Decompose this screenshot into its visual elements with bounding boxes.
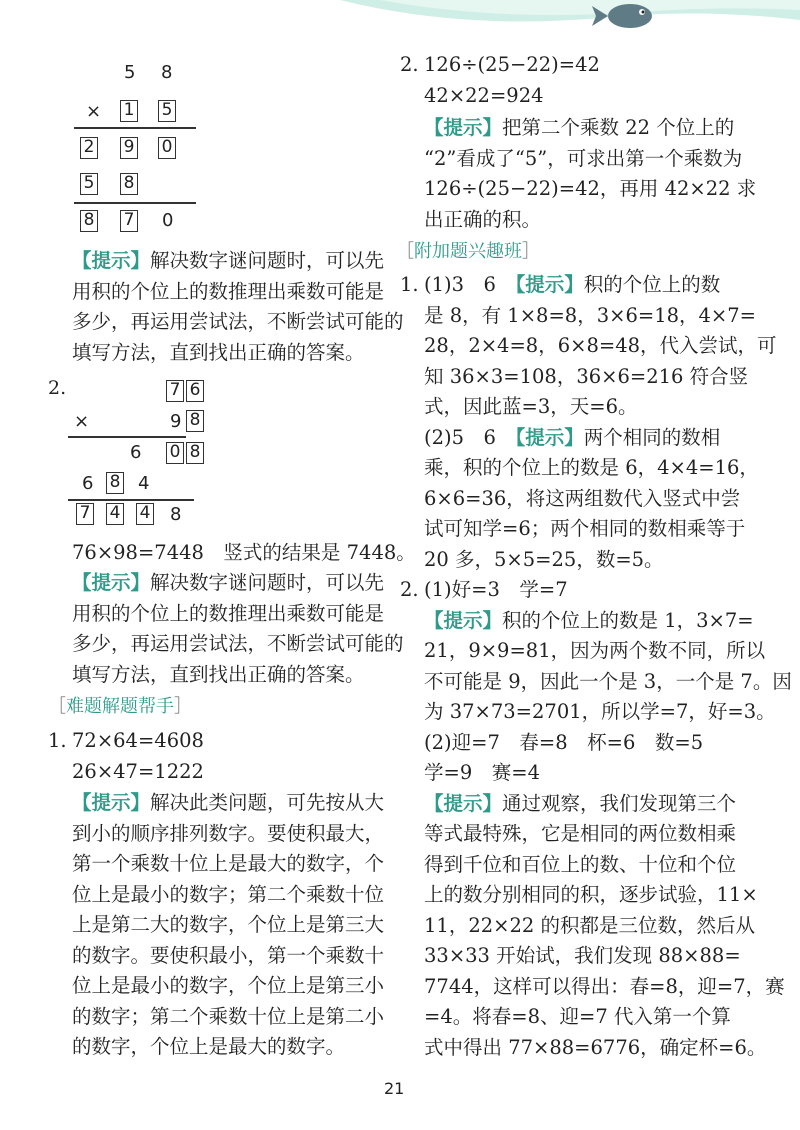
section-title: 附加题兴趣班 [414, 241, 522, 262]
section-title: 难题解题帮手 [66, 696, 174, 717]
tip-text: 填写方法，直到找出正确的答案。 [72, 662, 365, 686]
tip-text: 28，2×4=8，6×8=48，代入尝试，可 [424, 334, 777, 357]
tip-text: 乘，积的个位上的数是 6，4×4=16， [424, 456, 759, 479]
tip-text: 解决此类问题，可先按从大 [150, 791, 385, 814]
answer-box: 1 [120, 100, 138, 122]
tip-text: 用积的个位上的数推理出乘数可能是 [72, 279, 385, 303]
item-number: 1. [400, 273, 419, 296]
calc-digit: 8 [170, 504, 182, 525]
answer-box: 8 [120, 173, 138, 195]
answer-box: 7 [166, 380, 184, 402]
answer-box: 9 [120, 137, 138, 159]
calc-digit: 0 [162, 210, 174, 231]
tip-text: “2”看成了“5”，可求出第一个乘数为 [424, 146, 743, 170]
answer-box: 0 [158, 137, 176, 159]
tip-text: 位上是最小的数字，个位上是第三小 [72, 974, 385, 997]
tip-text: 11，22×22 的积都是三位数，然后从 [424, 913, 755, 937]
answer-box: 6 [186, 380, 204, 402]
times-sign: × [86, 101, 102, 122]
tip-text: 21，9×9=81，因为两个数不同，所以 [424, 639, 766, 662]
tip-text: 7744，这样可以得出：春=8，迎=7，赛 [424, 974, 785, 998]
section-heading: ［难题解题帮手］ [48, 696, 192, 717]
answer-box: 0 [166, 442, 184, 464]
tip-text: 通过观察，我们发现第三个 [502, 791, 737, 815]
tip-text: 不可能是 9，因此一个是 3，一个是 7。因 [424, 669, 792, 693]
answer-line: (1)3 6 [424, 273, 516, 296]
answer-line: 学=9 赛=4 [424, 761, 540, 784]
answer-lines [424, 50, 600, 111]
tip-text: 到小的顺序排列数字。要使积最大， [72, 821, 385, 845]
calc-digit: 6 [130, 442, 142, 463]
tip-text: 上是第二大的数字，个位上是第三大 [72, 913, 385, 936]
answer-box: 5 [80, 173, 98, 195]
tip-text: 出正确的积。 [424, 207, 542, 231]
tip-label: 【提示】 [424, 608, 503, 632]
equation-line: 76×98=7448 竖式的结果是 7448。 [72, 541, 416, 564]
tip-text: 是 8，有 1×8=8，3×6=18，4×7= [424, 303, 756, 327]
calc-digit: 5 [124, 62, 136, 83]
tip-text: 积的个位上的数是 1，3×7= [502, 608, 754, 632]
item-number: 2. [400, 53, 419, 76]
tip-label: 【提示】 [515, 425, 584, 449]
tip-block-4 [424, 113, 756, 235]
tip-text: 的数字，个位上是最大的数字。 [72, 1035, 346, 1058]
tip-text: 第一个乘数十位上是最大的数字，个 [72, 852, 385, 875]
question-2-block [424, 575, 792, 1063]
tip-label: 【提示】 [72, 571, 151, 594]
item-number: 2. [400, 578, 419, 601]
section-heading: ［附加题兴趣班］ [396, 241, 540, 262]
tip-text: 多少，再运用尝试法，不断尝试可能的 [72, 632, 404, 655]
answer-line: (1)好=3 学=7 [424, 578, 568, 601]
tip-text: 为 37×73=2701，所以学=7，好=3。 [424, 700, 776, 723]
calc-digit: 9 [170, 411, 182, 432]
tip-text: 填写方法，直到找出正确的答案。 [72, 340, 365, 364]
tip-text: 20 多，5×5=25，数=5。 [424, 547, 664, 571]
tip-label: 【提示】 [72, 791, 151, 814]
answer-box: 8 [186, 410, 204, 432]
tip-text: 126÷(25−22)=42，再用 42×22 求 [424, 177, 757, 200]
question-1-block [424, 270, 777, 575]
tip-text: =4。将春=8、迎=7 代入第一个算 [424, 1005, 731, 1028]
tip-text: 6×6=36，将这两组数代入竖式中尝 [424, 486, 741, 510]
tip-text: 解决数字谜问题时，可以先 [150, 571, 385, 594]
tip-label: 【提示】 [515, 273, 584, 296]
times-sign: × [74, 411, 90, 432]
answer-lines [72, 726, 204, 787]
tip-text: 式，因此蓝=3，天=6。 [424, 395, 638, 418]
tip-text: 两个相同的数相 [583, 425, 721, 449]
calc-line [68, 499, 194, 501]
answer-box: 2 [80, 137, 98, 159]
answer-box: 8 [80, 210, 98, 232]
tip-text: 得到千位和百位上的数、十位和个位 [424, 852, 737, 876]
tip-text: 等式最特殊，它是相同的两位数相乘 [424, 822, 737, 845]
item-number: 2. [48, 377, 67, 399]
tip-text: 位上是最小的数字；第二个乘数十位 [72, 882, 385, 906]
calc-digit: 6 [82, 473, 94, 494]
answer-box: 5 [158, 100, 176, 122]
tip-text: 把第二个乘数 22 个位上的 [502, 116, 735, 139]
answer-box: 8 [106, 472, 124, 494]
answer-line: 26×47=1222 [72, 759, 204, 783]
tip-label: 【提示】 [424, 116, 503, 139]
item-number: 1. [48, 729, 67, 752]
calc-digit: 8 [161, 62, 173, 83]
answer-box: 4 [106, 503, 124, 525]
page-number: 21 [384, 1079, 405, 1098]
calc-digit: 4 [138, 473, 150, 494]
tip-text: 的数字。要使积最小，第一个乘数十 [72, 943, 385, 967]
tip-text: 积的个位上的数 [583, 273, 721, 296]
tip-block-3 [72, 788, 384, 1063]
tip-text: 试可知学=6；两个相同的数相乘等于 [424, 517, 746, 540]
tip-text: 式中得出 77×88=6776，确定杯=6。 [424, 1035, 767, 1059]
tip-label: 【提示】 [72, 249, 151, 272]
answer-line: (2)迎=7 春=8 杯=6 数=5 [424, 730, 704, 754]
answer-box: 7 [76, 503, 94, 525]
calc-line [74, 202, 196, 204]
tip-text: 多少，再运用尝试法，不断尝试可能的 [72, 310, 404, 333]
tip-text: 33×33 开始试，我们发现 88×88= [424, 944, 741, 967]
tip-text: 的数字；第二个乘数十位上是第二小 [72, 1004, 385, 1028]
answer-line: 42×22=924 [424, 83, 544, 107]
calc-line [74, 127, 196, 129]
tip-text: 知 36×3=108，36×6=216 符合竖 [424, 364, 749, 388]
tip-block-1 [72, 246, 404, 368]
tip-label: 【提示】 [424, 791, 503, 815]
tip-text: 解决数字谜问题时，可以先 [150, 249, 385, 272]
tip-text: 上的数分别相同的积，逐步试验，11× [424, 883, 758, 906]
answer-line: (2)5 6 [424, 425, 516, 449]
answer-box: 4 [136, 503, 154, 525]
tip-text: 用积的个位上的数推理出乘数可能是 [72, 601, 385, 625]
answer-box: 8 [186, 442, 204, 464]
answer-line: 72×64=4608 [72, 729, 204, 752]
tip-block-2 [72, 568, 404, 690]
answer-box: 7 [120, 210, 138, 232]
answer-line: 126÷(25−22)=42 [424, 53, 600, 76]
calc-line [68, 436, 186, 438]
